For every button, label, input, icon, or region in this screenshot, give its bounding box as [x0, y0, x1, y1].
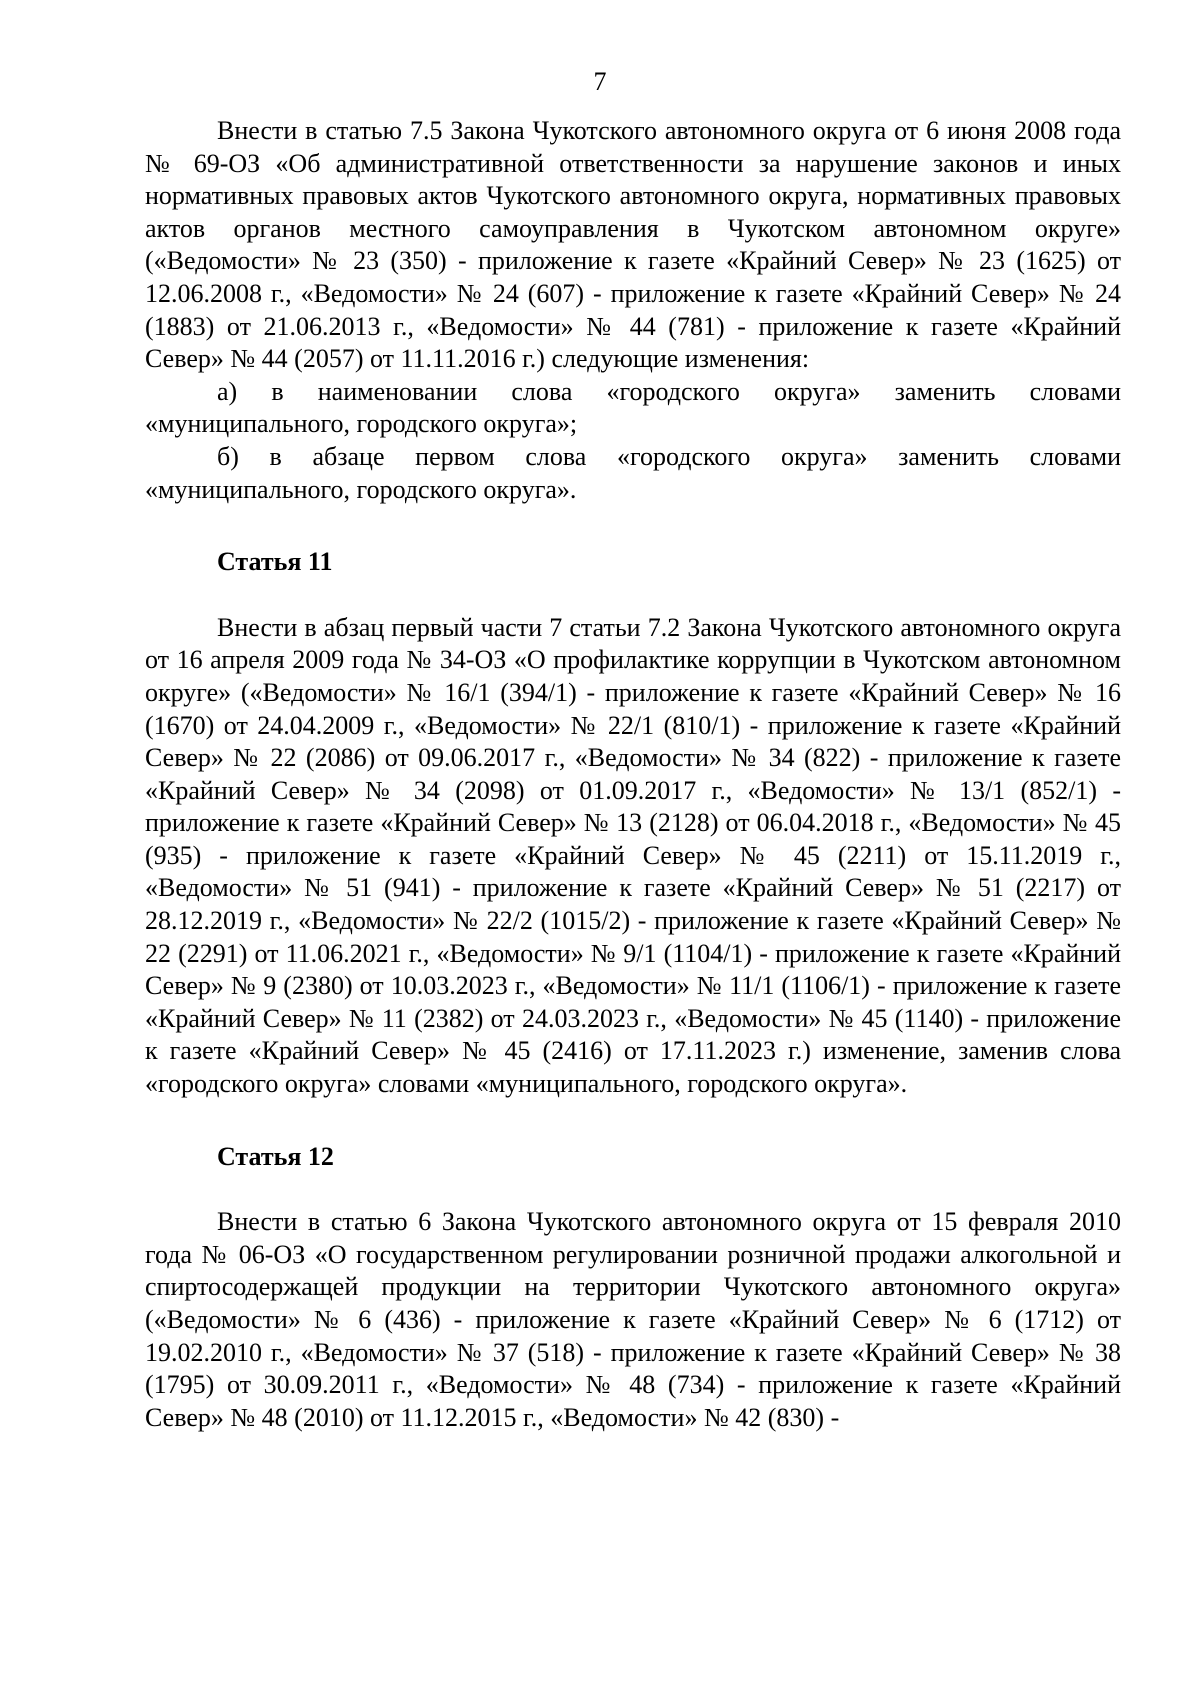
page-number: 7 — [593, 67, 607, 96]
article-12-heading: Статья 12 — [217, 1141, 334, 1171]
article-11-text: Внести в абзац первый части 7 статьи 7.2 Закона Чукотского автономного округа от 16 апреля 2009 года № 34-ОЗ «О профилактике коррупции в Чукотском автономном округе» («Ведомости» № 16/1 (394/1) - приложение к газете «Крайний Север» № 16 (1670) от 24.04.2009 г., «Ведомости» № 22/1 (810/1) - приложение к газете «Крайний Север» № 22 (2086) от 09.06.2017 г., «Ведомости» № 34 (822) - приложение к газете «Крайний Север» № 34 (2098) от 01.09.2017 г., «Ведомости» № 13/1 (852/1) - приложение к газете «Крайний Север» № 13 (2128) от 06.04.2018 г., «Ведомости» № 45 (935) - приложение к газете «Крайний Север» № 45 (2211) от 15.11.2019 г., «Ведомости» № 51 (941) - приложение к газете «Крайний Север» № 51 (2217) от 28.12.2019 г., «Ведомости» № 22/2 (1015/2) - приложение к газете «Крайний Север» № 22 (2291) от 11.06.2021 г., «Ведомости» № 9/1 (1104/1) - приложение к газете «Крайний Север» № 9 (2380) от 10.03.2023 г., «Ведомости» № 11/1 (1106/1) - приложение к газете «Крайний Север» № 11 (2382) от 24.03.2023 г., «Ведомости» № 45 (1140) - приложение к газете «Крайний Север» № 45 (2416) от 17.11.2023 г.) изменение, заменив слова «городского округа» словами «муниципального, городского округа». — [145, 612, 1121, 1099]
document-body — [145, 115, 1121, 1434]
article-12-text: Внести в статью 6 Закона Чукотского автономного округа от 15 февраля 2010 года № 06-ОЗ «О государственном регулировании розничной продажи алкогольной и спиртосодержащей продукции на территории Чукотского автономного округа» («Ведомости» № 6 (436) - приложение к газете «Крайний Север» № 6 (1712) от 19.02.2010 г., «Ведомости» № 37 (518) - приложение к газете «Крайний Север» № 38 (1795) от 30.09.2011 г., «Ведомости» № 48 (734) - приложение к газете «Крайний Север» № 48 (2010) от 11.12.2015 г., «Ведомости» № 42 (830) - — [145, 1207, 1121, 1432]
article-11-heading: Статья 11 — [217, 547, 333, 577]
article-10-item-b: б) в абзаце первом слова «городского округа» заменить словами «муниципального, городского округа». — [145, 441, 1121, 504]
article-10-intro: Внести в статью 7.5 Закона Чукотского автономного округа от 6 июня 2008 года № 69-ОЗ «Об административной ответственности за нарушение законов и иных нормативных правовых актов Чукотского автономного округа, нормативных правовых актов органов местного самоуправления в Чукотском автономном округе» («Ведомости» № 23 (350) - приложение к газете «Крайний Север» № 23 (1625) от 12.06.2008 г., «Ведомости» № 24 (607) - приложение к газете «Крайний Север» № 24 (1883) от 21.06.2013 г., «Ведомости» № 44 (781) - приложение к газете «Крайний Север» № 44 (2057) от 11.11.2016 г.) следующие изменения: — [145, 116, 1121, 374]
article-10-item-a: а) в наименовании слова «городского округа» заменить словами «муниципального, городского округа»; — [145, 376, 1121, 439]
